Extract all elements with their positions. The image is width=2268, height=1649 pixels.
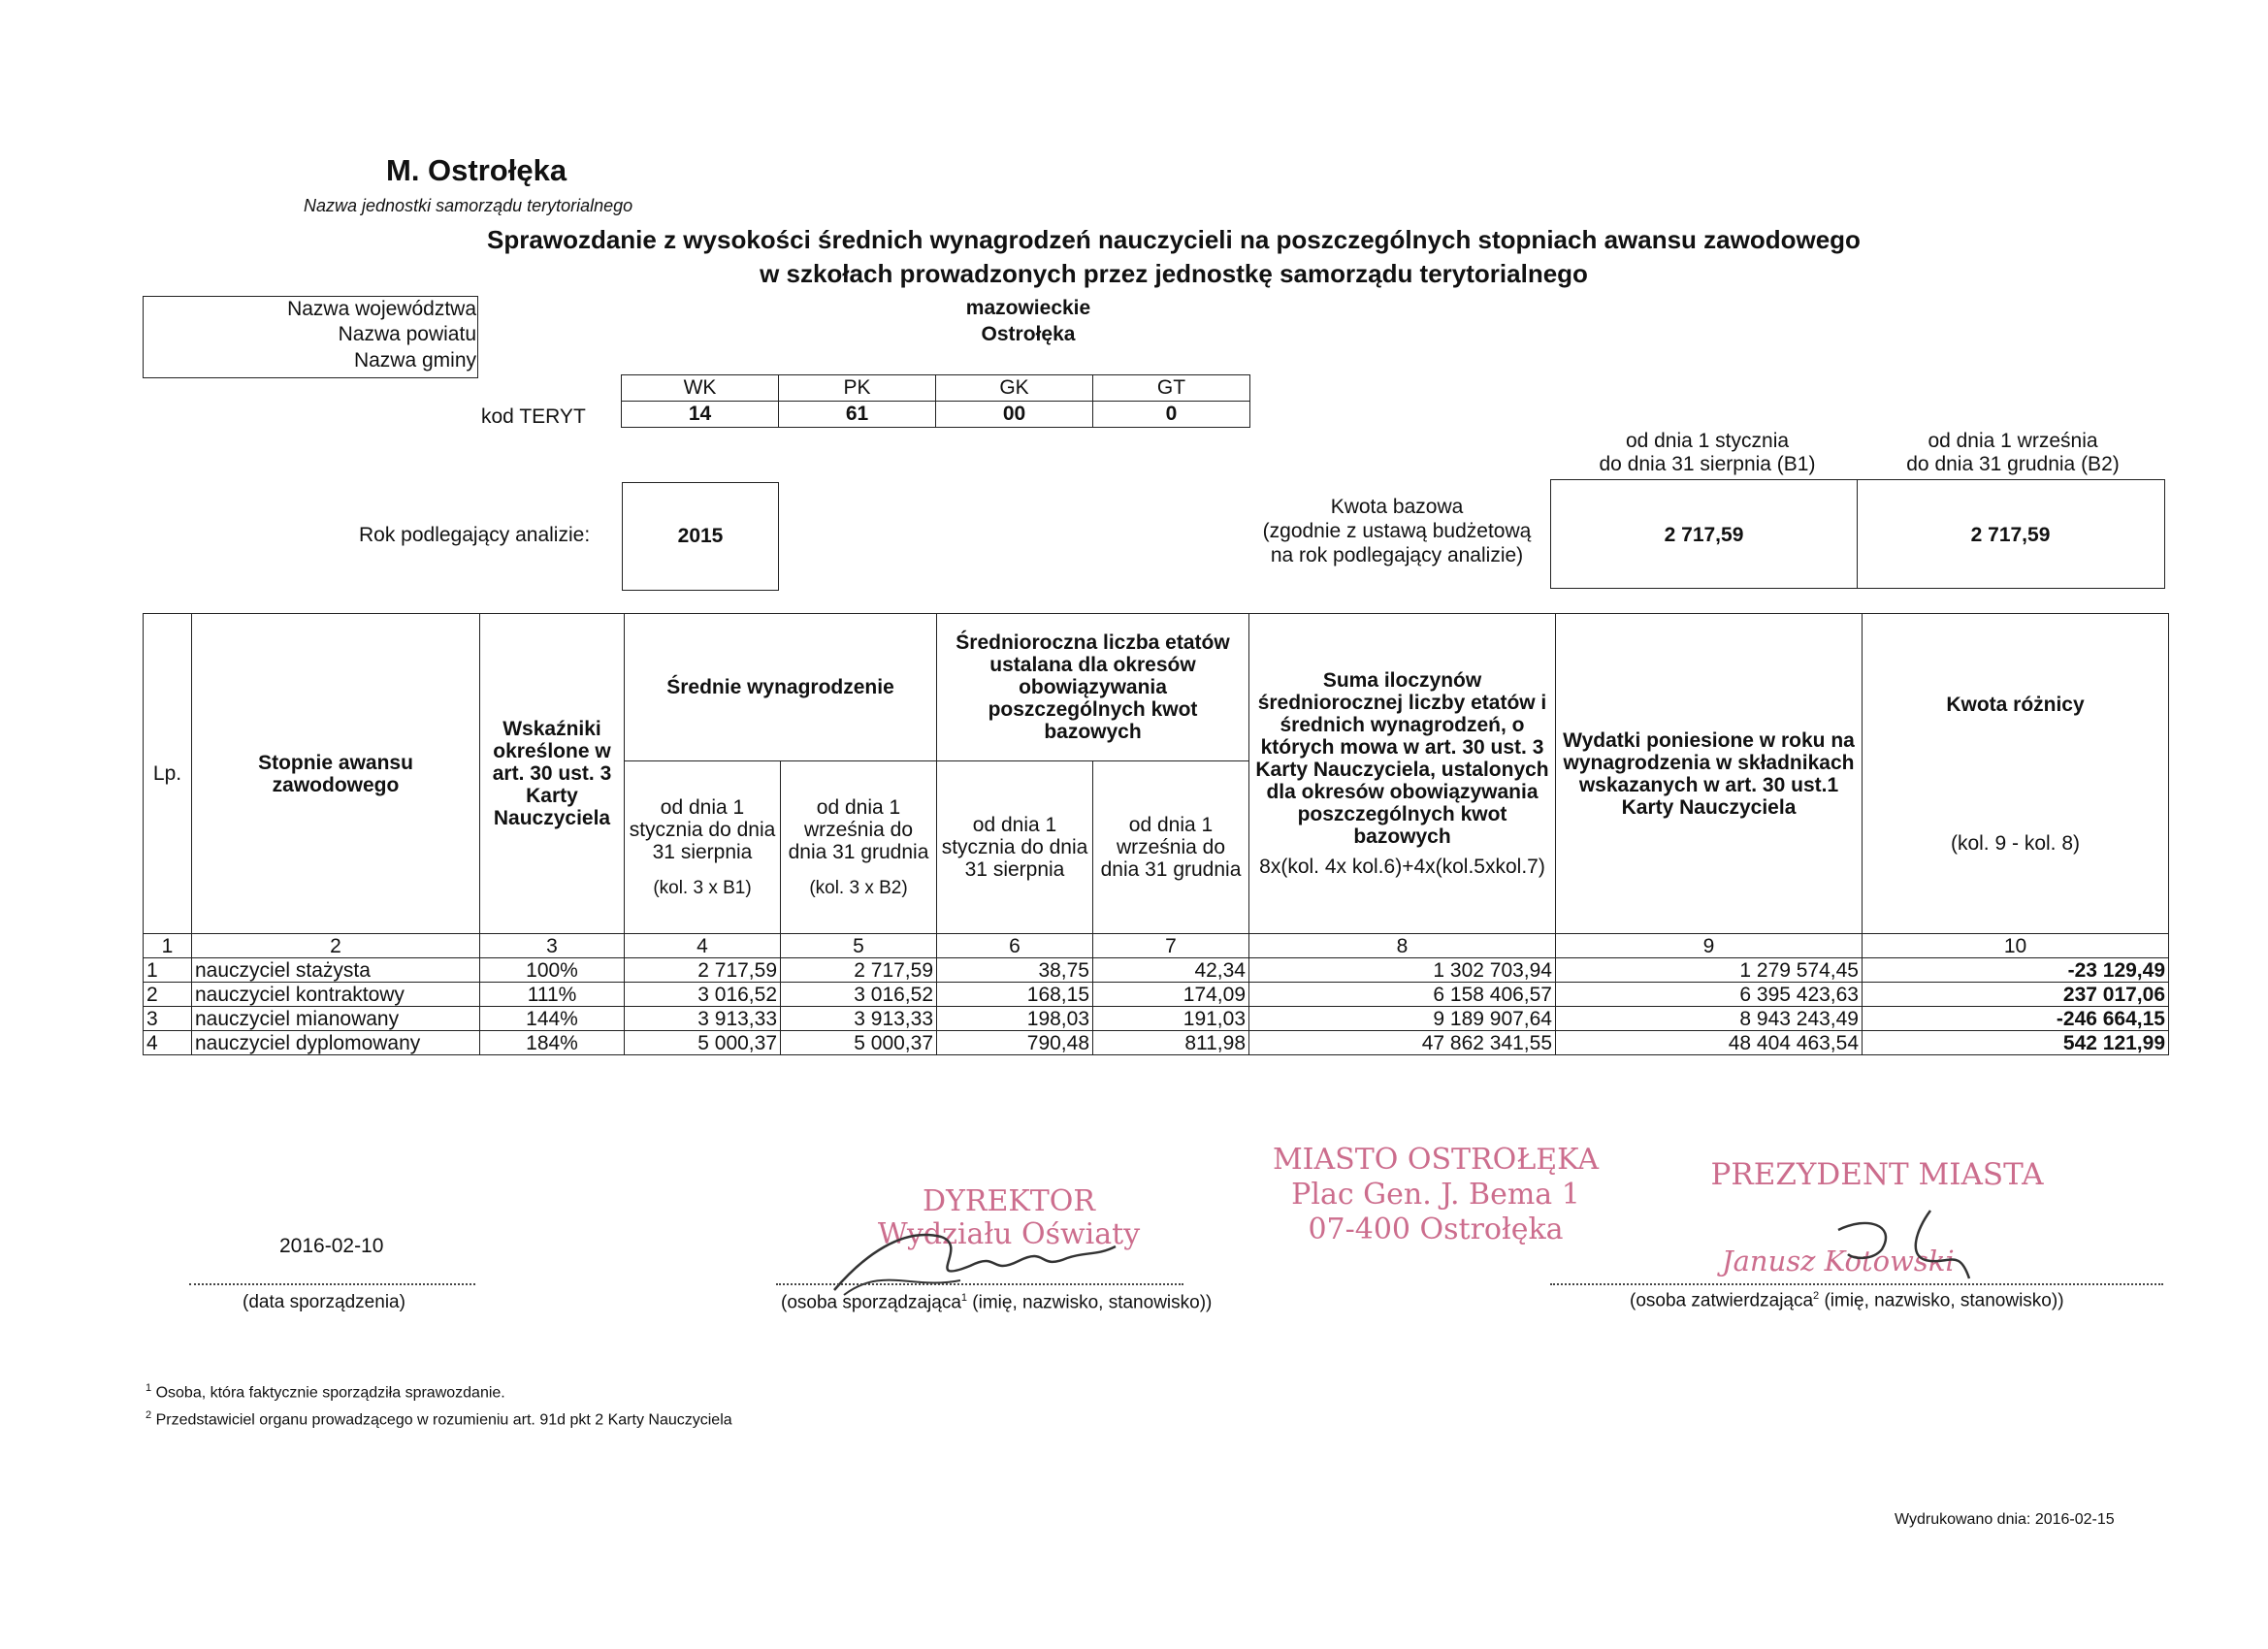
teryt-header-pk: PK: [779, 375, 936, 402]
row-wskaznik: 100%: [480, 958, 625, 983]
row-stopien: nauczyciel kontraktowy: [192, 983, 480, 1007]
organization-name: M. Ostrołęka: [386, 153, 567, 187]
row-etaty-b1: 198,03: [937, 1007, 1093, 1031]
teryt-value-gt: 0: [1093, 402, 1250, 428]
header-suma: Suma iloczynów średniorocznej liczby etatów i średnich wynagrodzeń, o których mowa w art. 30 ust. 3 Karty Nauczyciela, ustalonych dla okresów obowiązywania poszczególnych kwot bazowych: [1255, 669, 1549, 848]
stamp-dyrektor-line1: DYREKTOR: [923, 1184, 1095, 1218]
stamp-prezydent: PREZYDENT MIASTA: [1710, 1157, 2044, 1192]
header-stopnie: Stopnie awansu zawodowego: [192, 614, 480, 934]
header-srednie-b2: od dnia 1 września do dnia 31 grudnia: [788, 795, 929, 863]
footnote-1: [146, 1382, 505, 1402]
row-lp: 3: [144, 1007, 192, 1031]
column-number: 10: [1863, 934, 2169, 958]
column-number: 8: [1249, 934, 1556, 958]
row-srednie-b2: 3 016,52: [781, 983, 937, 1007]
period-b1-label: [1552, 430, 1863, 476]
row-srednie-b2: 5 000,37: [781, 1031, 937, 1055]
organization-caption: Nazwa jednostki samorządu terytorialnego: [304, 196, 633, 215]
row-wydatki: 48 404 463,54: [1556, 1031, 1863, 1055]
header-srednie-b2-formula: (kol. 3 x B2): [809, 877, 908, 898]
header-etaty-b1: od dnia 1 stycznia do dnia 31 sierpnia: [937, 761, 1093, 934]
stamp-miasto: [1242, 1143, 1630, 1247]
teryt-header-gt: GT: [1093, 375, 1250, 402]
row-etaty-b2: 174,09: [1093, 983, 1249, 1007]
row-srednie-b2: 3 913,33: [781, 1007, 937, 1031]
row-roznica: 542 121,99: [1863, 1031, 2169, 1055]
header-roznica-cell: [1863, 614, 2169, 934]
date-caption: (data sporządzenia): [243, 1292, 405, 1312]
row-roznica: -23 129,49: [1863, 958, 2169, 983]
approver-caption-suffix: (imię, nazwisko, stanowisko)): [1819, 1290, 2064, 1311]
base-amount-label-line1: Kwota bazowa: [1330, 496, 1464, 518]
row-srednie-b2: 2 717,59: [781, 958, 937, 983]
row-suma: 9 189 907,64: [1249, 1007, 1556, 1031]
author-caption-suffix: (imię, nazwisko, stanowisko)): [967, 1292, 1213, 1313]
header-suma-cell: [1249, 614, 1556, 934]
header-etaty-b2: od dnia 1 września do dnia 31 grudnia: [1093, 761, 1249, 934]
row-srednie-b1: 3 913,33: [625, 1007, 781, 1031]
stamp-dyrektor-line2: Wydziału Oświaty: [877, 1217, 1141, 1251]
period-b2-line2: do dnia 31 grudnia (B2): [1906, 453, 2120, 475]
approver-signature: [1824, 1201, 2018, 1288]
salary-table: [143, 613, 2169, 1055]
teryt-value-wk: 14: [622, 402, 779, 428]
header-wydatki: Wydatki poniesione w roku na wynagrodzenia w składnikach wskazanych w art. 30 ust.1 Karty Nauczyciela: [1556, 614, 1863, 934]
teryt-value-gk: 00: [936, 402, 1093, 428]
teryt-label: kod TERYT: [481, 405, 586, 428]
row-etaty-b1: 790,48: [937, 1031, 1093, 1055]
row-wydatki: 8 943 243,49: [1556, 1007, 1863, 1031]
footnote-2-text: Przedstawiciel organu prowadzącego w rozumieniu art. 91d pkt 2 Karty Nauczyciela: [151, 1411, 732, 1429]
header-srednie-b2-cell: [781, 761, 937, 934]
header-wskazniki: Wskaźniki określone w art. 30 ust. 3 Karty Nauczyciela: [480, 614, 625, 934]
base-amount-b2: 2 717,59: [1970, 524, 2051, 546]
author-signature: [825, 1198, 1135, 1305]
author-caption: [781, 1292, 1212, 1313]
county-value: Ostrołęka: [981, 323, 1076, 345]
teryt-header-wk: WK: [622, 375, 779, 402]
year-value: 2015: [677, 525, 724, 547]
header-srednie-b1-cell: [625, 761, 781, 934]
table-row: [144, 983, 2169, 1007]
base-amount-label-line3: na rok podlegający analizie): [1270, 544, 1524, 566]
report-title-line1: Sprawozdanie z wysokości średnich wynagrodzeń nauczycieli na poszczególnych stopniach awansu zawodowego: [487, 225, 1861, 254]
stamp-miasto-line3: 07-400 Ostrołęka: [1308, 1212, 1564, 1246]
column-number: 5: [781, 934, 937, 958]
teryt-table: [621, 374, 1250, 428]
report-title-line2: w szkołach prowadzonych przez jednostkę samorządu terytorialnego: [760, 259, 1588, 288]
approver-caption-sup: 2: [1813, 1290, 1820, 1302]
header-roznica: Kwota różnicy: [1946, 693, 2085, 716]
author-caption-sup: 1: [960, 1292, 968, 1304]
base-amount-label-line2: (zgodnie z ustawą budżetową: [1262, 520, 1532, 542]
header-srednie-b1-formula: (kol. 3 x B1): [653, 877, 752, 898]
column-number: 6: [937, 934, 1093, 958]
row-lp: 1: [144, 958, 192, 983]
admin-names-box: [143, 296, 478, 378]
row-etaty-b1: 168,15: [937, 983, 1093, 1007]
row-roznica: 237 017,06: [1863, 983, 2169, 1007]
header-roznica-formula: (kol. 9 - kol. 8): [1950, 831, 2081, 855]
column-number: 2: [192, 934, 480, 958]
row-wskaznik: 111%: [480, 983, 625, 1007]
row-lp: 2: [144, 983, 192, 1007]
column-number: 3: [480, 934, 625, 958]
header-etaty: Średnioroczna liczba etatów ustalana dla okresów obowiązywania poszczególnych kwot bazowych: [937, 614, 1249, 761]
printed-date: Wydrukowano dnia: 2016-02-15: [1895, 1511, 2115, 1528]
row-srednie-b1: 2 717,59: [625, 958, 781, 983]
footnote-1-text: Osoba, która faktycznie sporządziła sprawozdanie.: [151, 1384, 505, 1402]
base-amount-b1: 2 717,59: [1664, 524, 1744, 546]
footnote-2: [146, 1409, 732, 1429]
author-caption-prefix: (osoba sporządzająca: [781, 1292, 961, 1313]
voivodeship-label: Nazwa województwa: [287, 298, 476, 320]
table-row: [144, 1007, 2169, 1031]
approver-dotted-line: [1550, 1283, 2163, 1285]
header-srednie: Średnie wynagrodzenie: [625, 614, 937, 761]
row-lp: 4: [144, 1031, 192, 1055]
year-label: Rok podlegający analizie:: [359, 524, 591, 546]
row-wskaznik: 144%: [480, 1007, 625, 1031]
row-suma: 47 862 341,55: [1249, 1031, 1556, 1055]
author-dotted-line: [776, 1283, 1183, 1285]
column-number-row: [144, 934, 2169, 958]
period-b1-line1: od dnia 1 stycznia: [1625, 430, 1790, 452]
approver-caption-prefix: (osoba zatwierdzająca: [1630, 1290, 1814, 1311]
row-suma: 1 302 703,94: [1249, 958, 1556, 983]
date-dotted-line: [189, 1283, 475, 1285]
stamp-miasto-line2: Plac Gen. J. Bema 1: [1291, 1178, 1580, 1212]
row-suma: 6 158 406,57: [1249, 983, 1556, 1007]
period-b2-line1: od dnia 1 września: [1928, 430, 2098, 452]
period-b1-line2: do dnia 31 sierpnia (B1): [1599, 453, 1816, 475]
teryt-header-gk: GK: [936, 375, 1093, 402]
column-number: 7: [1093, 934, 1249, 958]
footnote-2-sup: 2: [146, 1409, 152, 1421]
row-wydatki: 1 279 574,45: [1556, 958, 1863, 983]
admin-divider: [477, 297, 478, 377]
row-wskaznik: 184%: [480, 1031, 625, 1055]
row-srednie-b1: 3 016,52: [625, 983, 781, 1007]
header-srednie-b1: od dnia 1 stycznia do dnia 31 sierpnia: [629, 795, 776, 863]
base-amount-label: [1251, 495, 1542, 567]
stamp-miasto-line1: MIASTO OSTROŁĘKA: [1272, 1143, 1600, 1177]
report-date: 2016-02-10: [279, 1235, 384, 1257]
row-roznica: -246 664,15: [1863, 1007, 2169, 1031]
header-suma-formula: 8x(kol. 4x kol.6)+4x(kol.5xkol.7): [1259, 856, 1545, 878]
row-etaty-b2: 42,34: [1093, 958, 1249, 983]
column-number: 9: [1556, 934, 1863, 958]
period-b2-label: [1858, 430, 2168, 476]
row-etaty-b2: 191,03: [1093, 1007, 1249, 1031]
row-etaty-b1: 38,75: [937, 958, 1093, 983]
row-stopien: nauczyciel dyplomowany: [192, 1031, 480, 1055]
stamp-prezydent-name: Janusz Kotowski: [1722, 1245, 1955, 1277]
table-row: [144, 958, 2169, 983]
county-label: Nazwa powiatu: [338, 323, 476, 345]
row-etaty-b2: 811,98: [1093, 1031, 1249, 1055]
voivodeship-value: mazowieckie: [965, 297, 1091, 319]
row-stopien: nauczyciel mianowany: [192, 1007, 480, 1031]
commune-label: Nazwa gminy: [353, 349, 476, 372]
column-number: 1: [144, 934, 192, 958]
table-row: [144, 1031, 2169, 1055]
row-srednie-b1: 5 000,37: [625, 1031, 781, 1055]
row-stopien: nauczyciel stażysta: [192, 958, 480, 983]
row-wydatki: 6 395 423,63: [1556, 983, 1863, 1007]
column-number: 4: [625, 934, 781, 958]
footnote-1-sup: 1: [146, 1382, 152, 1394]
teryt-value-pk: 61: [779, 402, 936, 428]
approver-caption: [1630, 1290, 2064, 1311]
header-lp: Lp.: [144, 614, 192, 934]
